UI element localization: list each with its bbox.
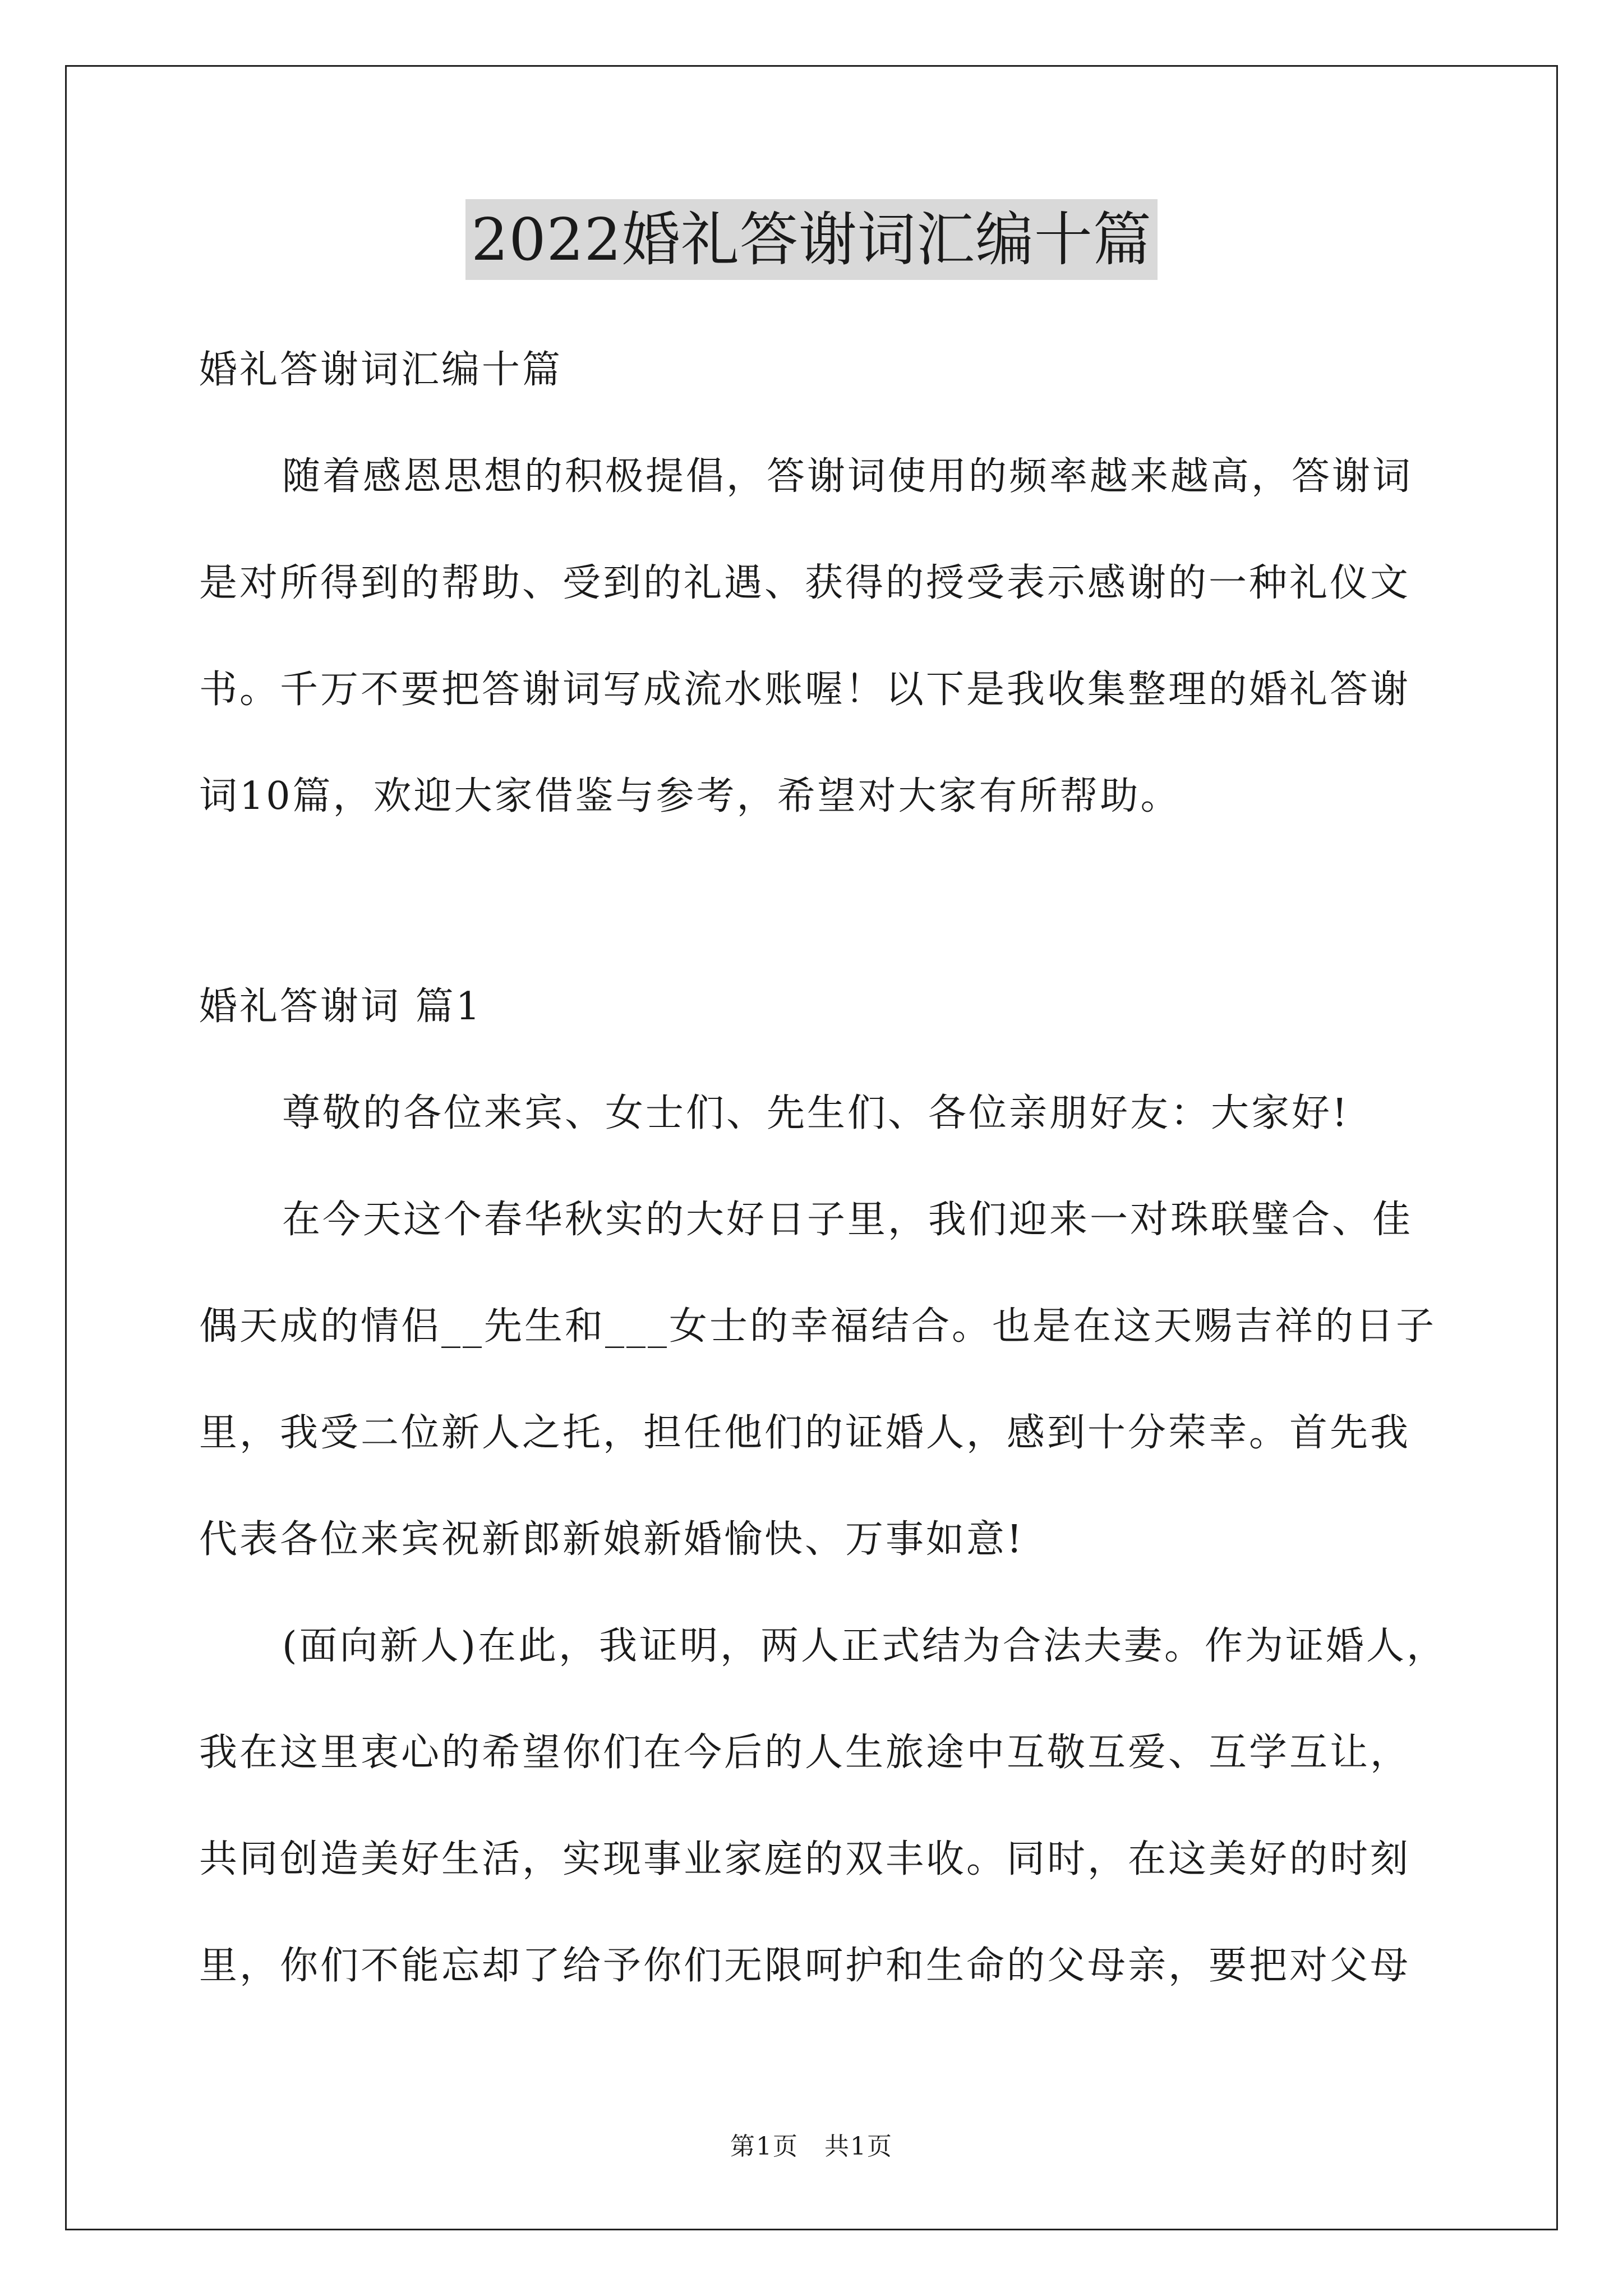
section-line: 代表各位来宾祝新郎新娘新婚愉快、万事如意!	[199, 1517, 1025, 1562]
intro-line: 词10篇，欢迎大家借鉴与参考，希望对大家有所帮助。	[199, 774, 1181, 818]
section-line: 里，你们不能忘却了给予你们无限呵护和生命的父母亲，要把对父母	[199, 1944, 1411, 1988]
document-subtitle: 婚礼答谢词汇编十篇	[199, 348, 563, 392]
intro-paragraph	[199, 424, 1433, 850]
section-line: 共同创造美好生活，实现事业家庭的双丰收。同时，在这美好的时刻	[199, 1837, 1411, 1881]
section-line: 偶天成的情侣__先生和___女士的幸福结合。也是在这天赐吉祥的日子	[199, 1304, 1437, 1349]
section-line: 在今天这个春华秋实的大好日子里，我们迎来一对珠联璧合、佳	[282, 1198, 1413, 1242]
section-line: 我在这里衷心的希望你们在今后的人生旅途中互敬互爱、互学互让，	[199, 1731, 1411, 1775]
title-container	[0, 199, 1623, 280]
section-line: (面向新人)在此，我证明，两人正式结为合法夫妻。作为证婚人，	[282, 1624, 1447, 1668]
document-title: 2022婚礼答谢词汇编十篇	[465, 199, 1158, 280]
section-heading: 婚礼答谢词 篇1	[199, 984, 482, 1029]
section-line: 尊敬的各位来宾、女士们、先生们、各位亲朋好友：大家好!	[282, 1091, 1350, 1135]
intro-line: 随着感恩思想的积极提倡，答谢词使用的频率越来越高，答谢词	[282, 454, 1413, 499]
subtitle-block	[199, 317, 1433, 424]
section-line: 里，我受二位新人之托，担任他们的证婚人，感到十分荣幸。首先我	[199, 1411, 1411, 1455]
intro-line: 书。千万不要把答谢词写成流水账喔！以下是我收集整理的婚礼答谢	[199, 668, 1411, 712]
section-heading-block	[199, 954, 1433, 1060]
section-body	[199, 1060, 1447, 2019]
page-footer: 第1页 共1页	[730, 2132, 893, 2161]
intro-line: 是对所得到的帮助、受到的礼遇、获得的授受表示感谢的一种礼仪文	[199, 561, 1411, 605]
